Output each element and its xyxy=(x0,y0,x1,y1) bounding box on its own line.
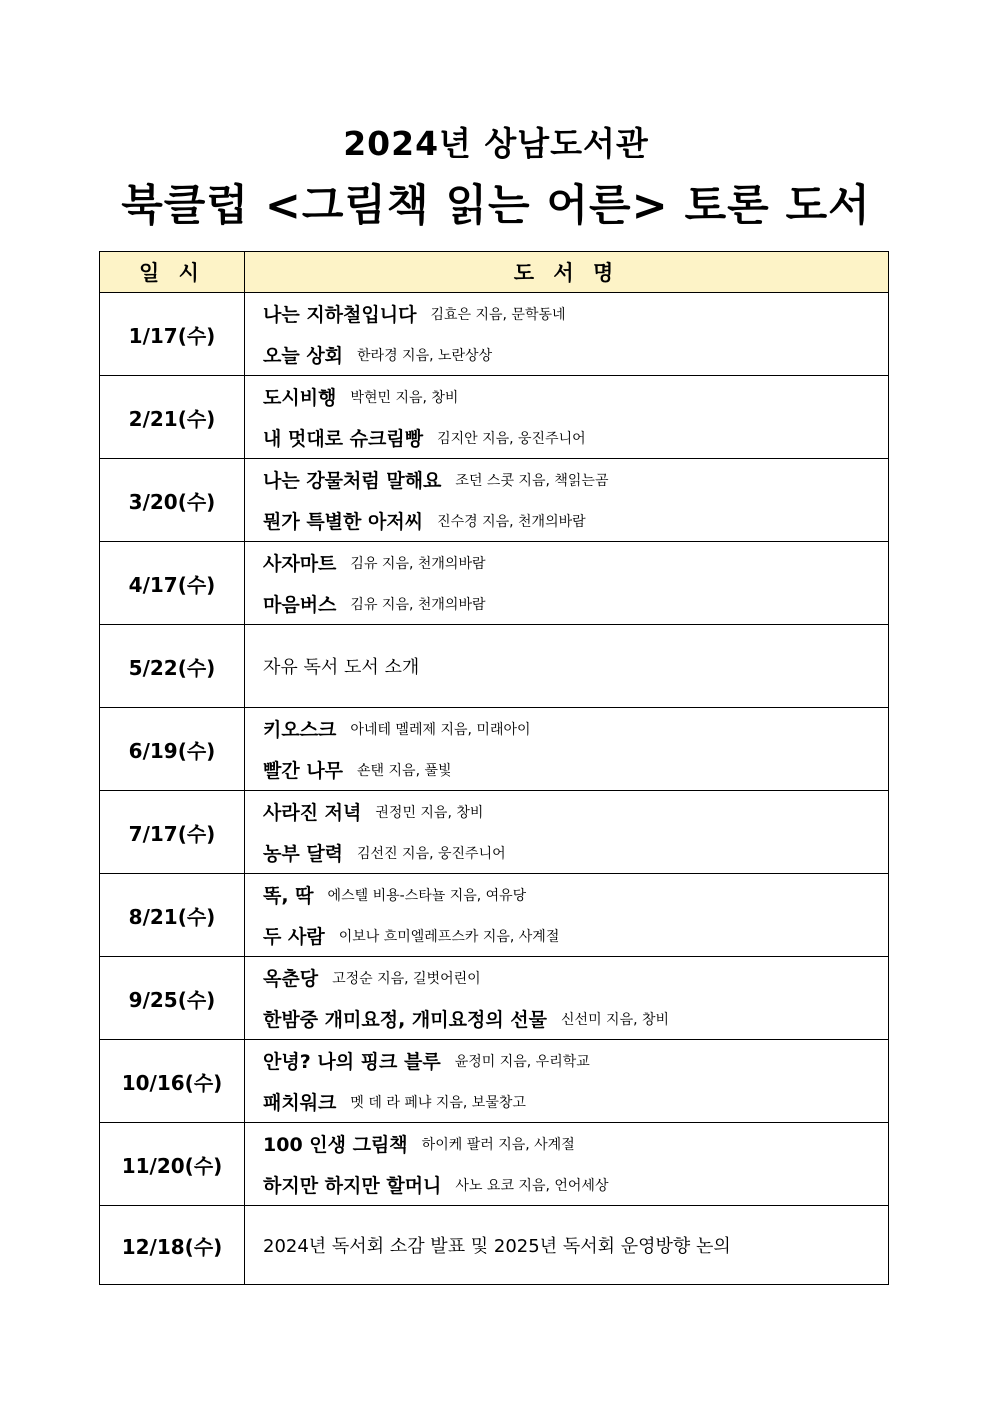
book-author-publisher: 진수경 지음, 천개의바람 xyxy=(437,513,586,530)
book-title: 농부 달력 xyxy=(263,843,344,865)
meeting-date: 1/17(수) xyxy=(100,293,245,376)
book-title: 하지만 하지만 할머니 xyxy=(263,1175,442,1197)
books-cell xyxy=(245,791,889,874)
meeting-date: 10/16(수) xyxy=(100,1040,245,1123)
book-title: 오늘 상회 xyxy=(263,345,344,367)
meeting-date: 9/25(수) xyxy=(100,957,245,1040)
book-title: 사라진 저녁 xyxy=(263,802,362,824)
book-author-publisher: 이보나 흐미엘레프스카 지음, 사계절 xyxy=(338,928,560,945)
book-author-publisher: 김효은 지음, 문학동네 xyxy=(430,306,566,323)
meeting-date: 4/17(수) xyxy=(100,542,245,625)
book-entry xyxy=(263,1123,888,1164)
book-entry xyxy=(263,708,888,749)
table-row xyxy=(100,542,889,625)
book-title: 나는 강물처럼 말해요 xyxy=(263,470,442,492)
book-author-publisher: 아네테 멜레제 지음, 미래아이 xyxy=(350,721,531,738)
books-cell xyxy=(245,1040,889,1123)
book-entry xyxy=(263,998,888,1039)
table-row xyxy=(100,376,889,459)
books-cell xyxy=(245,1123,889,1206)
book-entry xyxy=(263,459,888,500)
book-author-publisher: 신선미 지음, 창비 xyxy=(561,1011,670,1028)
page-title: 2024년 상남도서관 xyxy=(343,124,649,163)
books-cell xyxy=(245,293,889,376)
book-author-publisher: 조던 스콧 지음, 책읽는곰 xyxy=(455,472,609,489)
books-cell xyxy=(245,708,889,791)
book-entry xyxy=(263,874,888,915)
book-entry xyxy=(263,500,888,541)
book-title: 내 멋대로 슈크림빵 xyxy=(263,428,424,450)
meeting-date: 6/19(수) xyxy=(100,708,245,791)
book-entry xyxy=(263,915,888,956)
books-cell xyxy=(245,874,889,957)
book-entry xyxy=(263,542,888,583)
book-entry xyxy=(263,749,888,790)
table-row xyxy=(100,625,889,708)
book-author-publisher: 숀탠 지음, 풀빛 xyxy=(357,762,452,779)
meeting-date: 8/21(수) xyxy=(100,874,245,957)
table-row xyxy=(100,1123,889,1206)
book-entry xyxy=(263,1040,888,1081)
book-entry xyxy=(263,417,888,458)
table-row xyxy=(100,708,889,791)
books-cell xyxy=(245,1206,889,1285)
session-description: 자유 독서 도서 소개 xyxy=(263,657,420,678)
book-title: 도시비행 xyxy=(263,387,337,409)
book-author-publisher: 김유 지음, 천개의바람 xyxy=(350,596,486,613)
book-author-publisher: 에스텔 비용-스타뇰 지음, 여유당 xyxy=(327,887,527,904)
book-author-publisher: 사노 요코 지음, 언어세상 xyxy=(455,1177,609,1194)
schedule-table xyxy=(99,251,889,1285)
book-title: 옥춘당 xyxy=(263,968,319,990)
table-row xyxy=(100,1206,889,1285)
meeting-date: 5/22(수) xyxy=(100,625,245,708)
book-author-publisher: 멧 데 라 페냐 지음, 보물창고 xyxy=(350,1094,526,1111)
books-cell xyxy=(245,459,889,542)
book-title: 사자마트 xyxy=(263,553,337,575)
book-entry xyxy=(263,376,888,417)
books-cell xyxy=(245,957,889,1040)
table-row xyxy=(100,459,889,542)
book-title: 나는 지하철입니다 xyxy=(263,304,417,326)
book-title: 똑, 딱 xyxy=(263,885,314,907)
book-entry xyxy=(263,791,888,832)
table-row xyxy=(100,791,889,874)
column-header-books: 도 서 명 xyxy=(245,252,889,293)
book-title: 뭔가 특별한 아저씨 xyxy=(263,511,424,533)
table-row xyxy=(100,1040,889,1123)
book-title: 마음버스 xyxy=(263,594,337,616)
meeting-date: 11/20(수) xyxy=(100,1123,245,1206)
book-entry xyxy=(263,293,888,334)
book-author-publisher: 한라경 지음, 노란상상 xyxy=(357,347,493,364)
table-header-row xyxy=(100,252,889,293)
meeting-date: 7/17(수) xyxy=(100,791,245,874)
table-row xyxy=(100,874,889,957)
book-author-publisher: 김유 지음, 천개의바람 xyxy=(350,555,486,572)
book-entry xyxy=(263,583,888,624)
session-description: 2024년 독서회 소감 발표 및 2025년 독서회 운영방향 논의 xyxy=(263,1236,731,1257)
column-header-date: 일 시 xyxy=(100,252,245,293)
meeting-date: 12/18(수) xyxy=(100,1206,245,1285)
book-entry xyxy=(263,1081,888,1122)
book-entry xyxy=(263,957,888,998)
page-subtitle: 북클럽 <그림책 읽는 어른> 토론 도서 xyxy=(121,181,871,231)
book-author-publisher: 하이케 팔러 지음, 사계절 xyxy=(421,1136,575,1153)
book-author-publisher: 권정민 지음, 창비 xyxy=(375,804,484,821)
books-cell xyxy=(245,542,889,625)
table-row xyxy=(100,957,889,1040)
meeting-date: 2/21(수) xyxy=(100,376,245,459)
book-entry xyxy=(263,334,888,375)
book-title: 키오스크 xyxy=(263,719,337,741)
table-row xyxy=(100,293,889,376)
books-cell xyxy=(245,376,889,459)
book-title: 100 인생 그림책 xyxy=(263,1134,408,1156)
book-title: 한밤중 개미요정, 개미요정의 선물 xyxy=(263,1009,548,1031)
book-title: 두 사람 xyxy=(263,926,325,948)
book-author-publisher: 김선진 지음, 웅진주니어 xyxy=(357,845,506,862)
book-entry xyxy=(263,832,888,873)
books-cell xyxy=(245,625,889,708)
book-author-publisher: 박현민 지음, 창비 xyxy=(350,389,459,406)
book-title: 안녕? 나의 핑크 블루 xyxy=(263,1051,441,1073)
book-author-publisher: 윤정미 지음, 우리학교 xyxy=(454,1053,590,1070)
book-entry xyxy=(263,1164,888,1205)
book-title: 빨간 나무 xyxy=(263,760,344,782)
meeting-date: 3/20(수) xyxy=(100,459,245,542)
book-author-publisher: 김지안 지음, 웅진주니어 xyxy=(437,430,586,447)
book-title: 패치워크 xyxy=(263,1092,337,1114)
book-author-publisher: 고정순 지음, 길벗어린이 xyxy=(332,970,481,987)
